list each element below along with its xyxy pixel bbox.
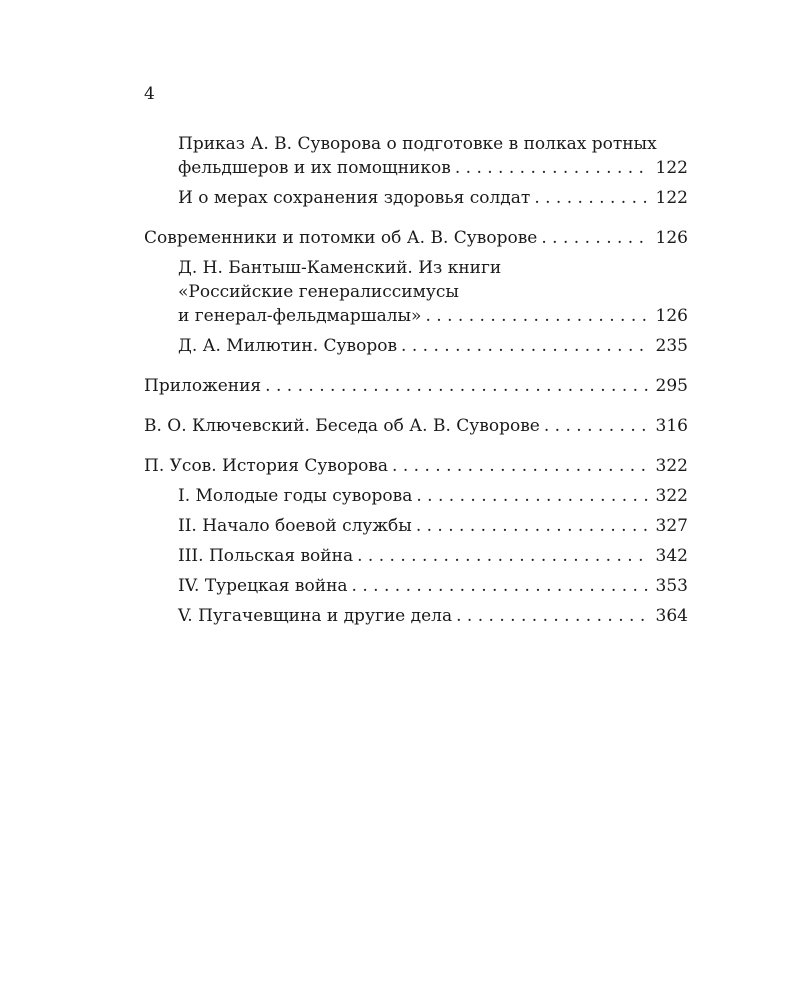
toc-entry-title: I. Молодые годы суворова — [178, 486, 413, 506]
dot-leader — [534, 186, 649, 210]
toc-entry[interactable] — [144, 484, 688, 508]
toc-entry-row — [178, 484, 688, 508]
toc-entry-title: фельдшеров и их помощников — [178, 158, 451, 178]
toc-section[interactable] — [144, 454, 688, 478]
toc-entry-title: II. Начало боевой службы — [178, 516, 412, 536]
dot-leader — [541, 226, 649, 250]
dot-leader — [392, 454, 650, 478]
toc-section-title: Приложения — [144, 376, 262, 396]
toc-entry-title: III. Польская война — [178, 546, 354, 566]
toc-entry-title-line: «Российские генералиссимусы — [178, 282, 459, 302]
toc-entry-title: IV. Турецкая война — [178, 576, 348, 596]
dot-leader — [416, 514, 650, 538]
dot-leader — [544, 414, 650, 438]
toc-entry-title: и генерал-фельдмаршалы» — [178, 306, 422, 326]
toc-entry-page: 235 — [655, 336, 688, 356]
toc-entry-row — [144, 414, 688, 438]
toc-entry[interactable] — [144, 514, 688, 538]
toc-entry[interactable] — [144, 186, 688, 210]
toc-section[interactable] — [144, 374, 688, 398]
dot-leader — [456, 604, 649, 628]
dot-leader — [455, 156, 650, 180]
toc-section-title: Современники и потомки об А. В. Суворове — [144, 228, 538, 248]
toc-entry-row — [144, 226, 688, 250]
toc-entry-row — [178, 186, 688, 210]
toc-section-title: П. Усов. История Суворова — [144, 456, 389, 476]
toc-entry[interactable] — [144, 334, 688, 358]
toc-section-title: В. О. Ключевский. Беседа об А. В. Суворове — [144, 416, 540, 436]
dot-leader — [265, 374, 649, 398]
toc-entry-row — [178, 334, 688, 358]
toc-entry[interactable] — [144, 544, 688, 568]
toc-section[interactable] — [144, 414, 688, 438]
dot-leader — [425, 304, 649, 328]
toc-entry-title-line: Д. Н. Бантыш-Каменский. Из книги — [178, 258, 502, 278]
toc-entry-row — [144, 454, 688, 478]
toc-entry-page: 322 — [655, 456, 688, 476]
dot-leader — [416, 484, 649, 508]
toc-entry-title: V. Пугачевщина и другие дела — [178, 606, 453, 626]
toc-entry-row — [178, 514, 688, 538]
toc-entry-row — [178, 544, 688, 568]
toc-entry-title-line: Приказ А. В. Суворова о подготовке в полках ротных — [178, 134, 657, 154]
toc-entry-page: 122 — [655, 188, 688, 208]
toc-entry-page: 322 — [655, 486, 688, 506]
page-number: 4 — [144, 84, 155, 104]
toc-section[interactable] — [144, 226, 688, 250]
dot-leader — [401, 334, 650, 358]
toc-entry-page: 122 — [655, 158, 688, 178]
toc-entry-page: 295 — [655, 376, 688, 396]
toc-entry-page: 126 — [655, 306, 688, 326]
toc-entry-page: 364 — [655, 606, 688, 626]
toc-entry[interactable] — [144, 256, 688, 328]
dot-leader — [357, 544, 649, 568]
toc-entry-row — [178, 304, 688, 328]
toc-entry-title: И о мерах сохранения здоровья солдат — [178, 188, 531, 208]
toc-entry-page: 126 — [655, 228, 688, 248]
toc-entry-page: 353 — [655, 576, 688, 596]
table-of-contents — [144, 132, 688, 628]
toc-entry-row — [178, 156, 688, 180]
toc-entry[interactable] — [144, 604, 688, 628]
toc-entry-row — [178, 574, 688, 598]
toc-entry[interactable] — [144, 574, 688, 598]
toc-entry-page: 327 — [655, 516, 688, 536]
toc-entry-page: 342 — [655, 546, 688, 566]
toc-entry[interactable] — [144, 132, 688, 180]
dot-leader — [352, 574, 650, 598]
toc-entry-page: 316 — [655, 416, 688, 436]
toc-entry-title: Д. А. Милютин. Суворов — [178, 336, 398, 356]
toc-entry-row — [144, 374, 688, 398]
toc-entry-row — [178, 604, 688, 628]
